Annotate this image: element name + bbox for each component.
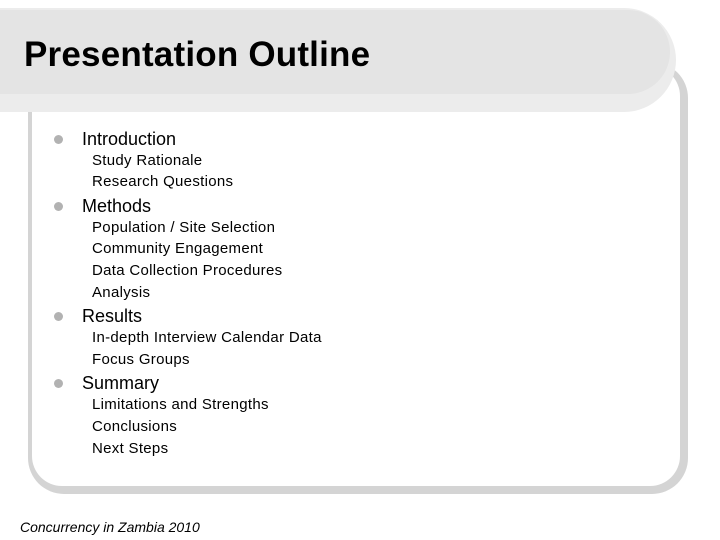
section-heading: Introduction xyxy=(82,129,177,149)
bullet-icon xyxy=(54,379,63,388)
bullet-icon xyxy=(54,135,63,144)
slide-title: Presentation Outline xyxy=(24,35,371,74)
sub-item: Analysis xyxy=(92,284,151,301)
sub-item: Conclusions xyxy=(92,418,178,435)
sub-item: Community Engagement xyxy=(92,240,264,257)
sub-item: Data Collection Procedures xyxy=(92,262,283,279)
sub-item: Study Rationale xyxy=(92,152,203,169)
sub-item: In-depth Interview Calendar Data xyxy=(92,329,322,346)
section-heading: Summary xyxy=(82,373,160,393)
sub-item: Population / Site Selection xyxy=(92,219,276,236)
sub-item: Research Questions xyxy=(92,173,234,190)
sub-item: Next Steps xyxy=(92,440,169,457)
section-heading: Results xyxy=(82,306,143,326)
bullet-icon xyxy=(54,202,63,211)
sub-item: Focus Groups xyxy=(92,351,190,368)
section-heading: Methods xyxy=(82,196,152,216)
slide-footer: Concurrency in Zambia 2010 xyxy=(20,519,200,535)
bullet-icon xyxy=(54,312,63,321)
sub-item: Limitations and Strengths xyxy=(92,396,269,413)
